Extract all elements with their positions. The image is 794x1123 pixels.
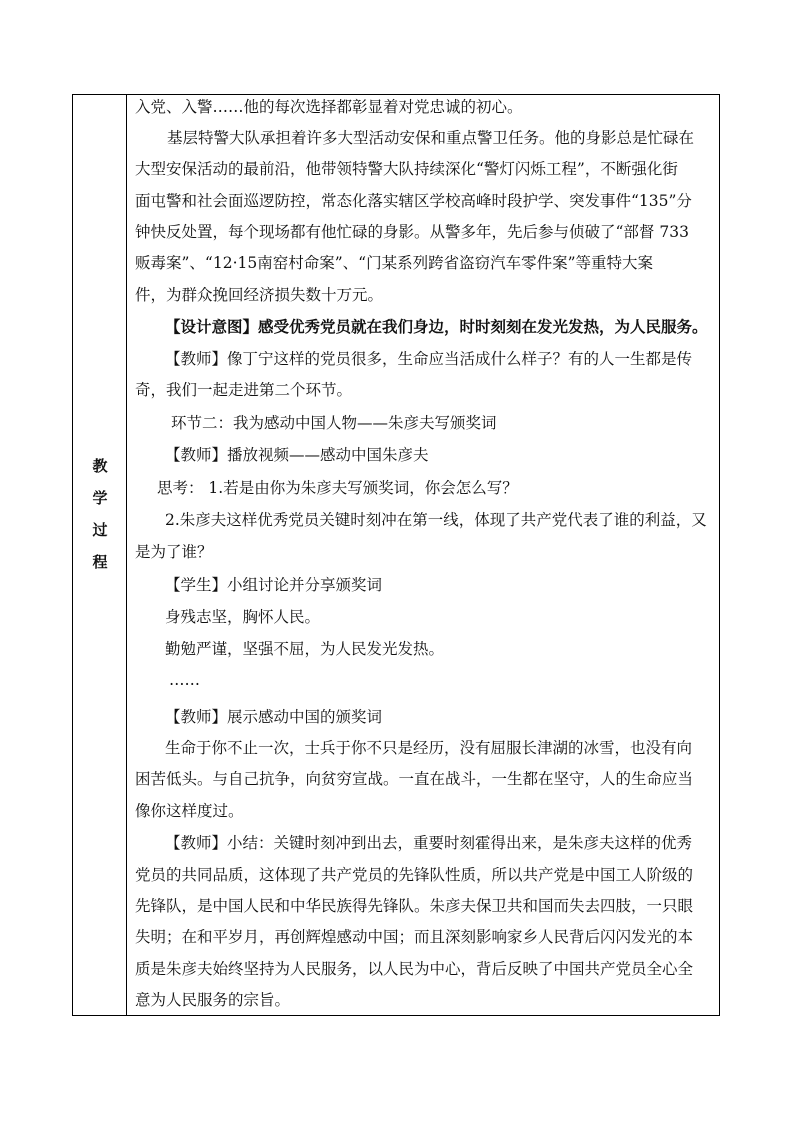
- design-intent-line: 【设计意图】感受优秀党员就在我们身边，时时刻刻在发光发热，为人民服务。: [165, 317, 708, 336]
- question-line: 2.朱彦夫这样优秀党员关键时刻冲在第一线，体现了共产党代表了谁的利益，又: [165, 511, 707, 529]
- section-heading: 环节二：我为感动中国人物——朱彦夫写颁奖词: [171, 414, 497, 432]
- paragraph-line: 困苦低头。与自己抗争，向贫穷宣战。一直在战斗，一生都在坚守，人的生命应当: [135, 770, 694, 788]
- summary-line: 【教师】小结：关键时刻冲到出去，重要时刻霍得出来，是朱彦夫这样的优秀: [165, 834, 693, 852]
- award-line: 勤勉严谨，坚强不屈，为人民发光发热。: [165, 640, 445, 658]
- section-label-char: 教: [92, 457, 108, 475]
- summary-line: 意为人民服务的宗旨。: [135, 991, 291, 1009]
- paragraph-line: 钟快反处置，每个现场都有他忙碌的身影。从警多年，先后参与侦破了“部督 733: [135, 223, 689, 241]
- paragraph-line: 入党、入警……他的每次选择都彰显着对党忠诚的初心。: [135, 98, 523, 116]
- section-label-char: 学: [92, 489, 108, 507]
- section-label-char: 过: [92, 521, 108, 539]
- question-line: 是为了谁？: [135, 543, 213, 561]
- paragraph-line: 奇，我们一起走进第二个环节。: [135, 381, 353, 399]
- summary-line: 失明；在和平岁月，再创辉煌感动中国；而且深刻影响家乡人民背后闪闪发光的本: [135, 928, 694, 946]
- section-label-cell: [73, 95, 127, 1015]
- paragraph-line: 基层特警大队承担着许多大型活动安保和重点警卫任务。他的身影总是忙碌在: [167, 129, 695, 147]
- paragraph-line: 像你这样度过。: [135, 802, 244, 820]
- paragraph-line: 面屯警和社会面巡逻防控，常态化落实辖区学校高峰时段护学、突发事件“135”分: [135, 192, 692, 210]
- question-line: 思考： 1.若是由你为朱彦夫写颁奖词，你会怎么写？: [157, 479, 518, 497]
- paragraph-line: 【学生】小组讨论并分享颁奖词: [165, 576, 383, 594]
- ellipsis-line: ……: [169, 671, 200, 689]
- section-label-char: 程: [92, 553, 108, 571]
- paragraph-line: 贩毒案”、“12·15南窑村命案”、“门某系列跨省盗窃汽车零件案”等重特大案: [135, 254, 653, 272]
- paragraph-line: 【教师】像丁宁这样的党员很多，生命应当活成什么样子？有的人一生都是传: [165, 350, 693, 368]
- summary-line: 党员的共同品质，这体现了共产党员的先锋队性质，所以共产党是中国工人阶级的: [135, 866, 694, 884]
- paragraph-line: 【教师】播放视频——感动中国朱彦夫: [165, 446, 429, 464]
- summary-line: 先锋队，是中国人民和中华民族得先锋队。朱彦夫保卫共和国而失去四肢，一只眼: [135, 897, 694, 915]
- lesson-table: [72, 94, 720, 1016]
- paragraph-line: 件，为群众挽回经济损失数十万元。: [135, 286, 384, 304]
- paragraph-line: 生命于你不止一次，士兵于你不只是经历，没有屈服长津湖的冰雪，也没有向: [165, 739, 693, 757]
- award-line: 身残志坚，胸怀人民。: [165, 608, 321, 626]
- summary-line: 质是朱彦夫始终坚持为人民服务，以人民为中心，背后反映了中国共产党员全心全: [135, 960, 694, 978]
- paragraph-line: 【教师】展示感动中国的颁奖词: [165, 708, 383, 726]
- paragraph-line: 大型安保活动的最前沿，他带领特警大队持续深化“警灯闪烁工程”，不断强化街: [135, 160, 678, 178]
